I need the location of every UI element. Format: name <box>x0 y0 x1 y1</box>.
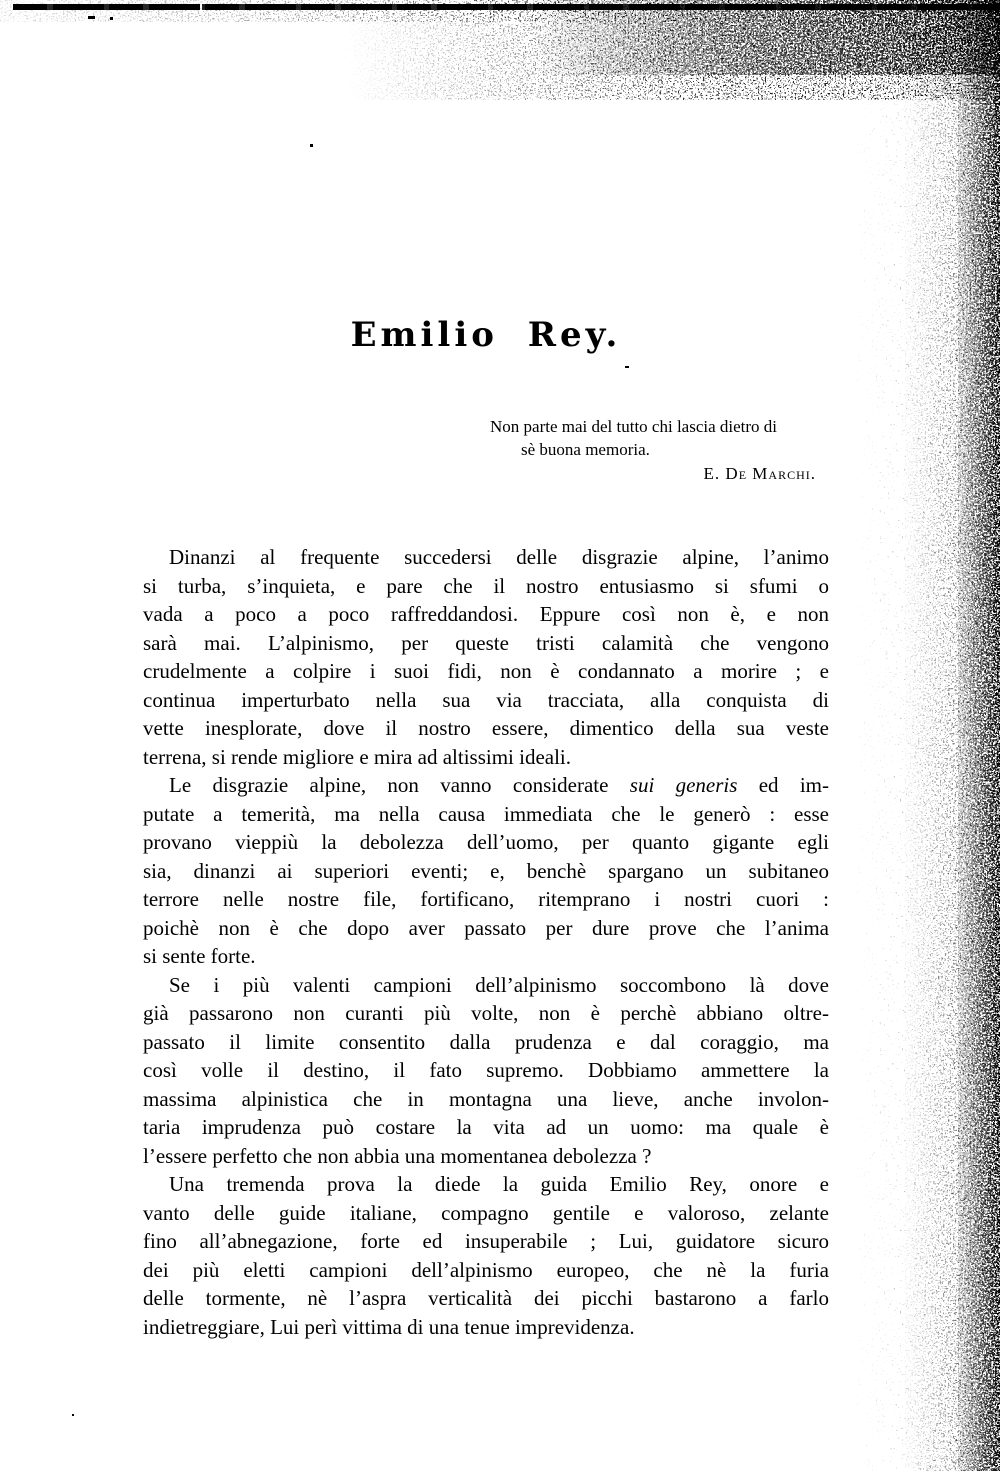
text-segment: dei più eletti campioni dell’alpinismo europeo, che nè la furia <box>143 1257 829 1282</box>
text-segment: poichè non è che dopo aver passato per dure prove che l’anima <box>143 915 829 940</box>
text-segment: delle tormente, nè l’aspra verticalità dei picchi bastarono a farlo <box>143 1286 829 1310</box>
text-line <box>143 771 829 800</box>
text-segment: Dinanzi al frequente succedersi delle disgrazie alpine, l’animo <box>169 545 829 569</box>
paragraph <box>143 971 829 1171</box>
text-segment: si sente forte. <box>143 944 256 968</box>
text-segment: Se i più valenti campioni dell’alpinismo soccombono là dove <box>169 972 829 997</box>
text-line <box>143 1227 829 1256</box>
scan-speck <box>72 1414 74 1416</box>
text-segment: si turba, s’inquieta, e pare che il nostro entusiasmo si sfumi o <box>143 573 829 598</box>
epigraph <box>490 416 830 486</box>
text-segment: fino all’abnegazione, forte ed insuperabile ; Lui, guidatore sicuro <box>143 1229 829 1253</box>
text-line <box>143 857 829 886</box>
text-segment: vanto delle guide italiane, compagno gentile e valoroso, zelante <box>143 1200 829 1225</box>
scan-speck <box>310 144 313 147</box>
text-line <box>143 1199 829 1228</box>
text-line <box>143 1142 829 1171</box>
text-line <box>143 971 829 1000</box>
scan-speck <box>88 16 95 19</box>
text-line <box>143 1170 829 1199</box>
text-segment: crudelmente a colpire i suoi fidi, non è condannato a morire ; e <box>143 659 829 683</box>
text-line <box>143 800 829 829</box>
text-segment: già passarono non curanti più volte, non è perchè abbiano oltre- <box>143 1001 829 1025</box>
text-line <box>143 686 829 715</box>
text-line <box>143 942 829 971</box>
italic-text: sui generis <box>629 773 738 797</box>
scan-speck <box>110 17 113 20</box>
text-segment: passato il limite consentito dalla prudenza e dal coraggio, ma <box>143 1029 829 1054</box>
text-segment: massima alpinistica che in montagna una lieve, anche involon- <box>143 1086 829 1111</box>
text-segment: sarà mai. L’alpinismo, per queste tristi calamità che vengono <box>143 630 829 655</box>
text-line <box>143 629 829 658</box>
text-segment: ed im- <box>737 773 830 797</box>
text-segment: l’essere perfetto che non abbia una momentanea debolezza ? <box>143 1143 652 1168</box>
epigraph-attribution: E. De Marchi. <box>703 464 816 483</box>
text-line <box>143 572 829 601</box>
text-segment: vada a poco a poco raffreddandosi. Eppure così non è, e non <box>143 602 829 626</box>
paragraph <box>143 543 829 771</box>
text-line <box>143 914 829 943</box>
text-segment: continua imperturbato nella sua via tracciata, alla conquista di <box>143 687 829 712</box>
text-line <box>143 657 829 686</box>
text-line <box>143 1113 829 1142</box>
text-line <box>143 600 829 629</box>
epigraph-line: Non parte mai del tutto chi lascia dietro di <box>490 417 778 436</box>
text-line <box>143 1256 829 1285</box>
paragraph <box>143 771 829 971</box>
scan-speck <box>625 366 629 368</box>
paragraph <box>143 1170 829 1341</box>
text-line <box>143 1085 829 1114</box>
text-segment: Una tremenda prova la diede la guida Emilio Rey, onore e <box>169 1172 829 1196</box>
text-segment: terrena, si rende migliore e mira ad altissimi ideali. <box>143 744 572 769</box>
text-line <box>143 1313 829 1342</box>
text-segment: sia, dinanzi ai superiori eventi; e, benchè spargano un subitaneo <box>143 858 829 883</box>
text-line <box>143 999 829 1028</box>
text-line <box>143 543 829 572</box>
text-segment: indietreggiare, Lui perì vittima di una tenue imprevidenza. <box>143 1314 635 1339</box>
text-line <box>143 885 829 914</box>
text-line <box>143 1028 829 1057</box>
scan-noise-right <box>850 0 1000 1471</box>
text-segment: terrore nelle nostre file, fortificano, ritemprano i nostri cuori : <box>143 887 829 911</box>
text-segment: Le disgrazie alpine, non vanno considerate <box>169 773 630 797</box>
text-segment: taria imprudenza può costare la vita ad un uomo: ma quale è <box>143 1115 829 1139</box>
text-line <box>143 714 829 743</box>
text-segment: così volle il destino, il fato supremo. Dobbiamo ammettere la <box>143 1058 829 1082</box>
body-text <box>143 543 829 1341</box>
text-line <box>143 828 829 857</box>
text-segment: provano vieppiù la debolezza dell’uomo, per quanto gigante egli <box>143 830 829 854</box>
epigraph-line: sè buona memoria. <box>521 439 650 459</box>
page-title: Emilio Rey. <box>350 314 622 355</box>
text-line <box>143 743 829 772</box>
text-line <box>143 1284 829 1313</box>
text-segment: vette inesplorate, dove il nostro essere, dimentico della sua veste <box>143 716 829 740</box>
text-segment: putate a temerità, ma nella causa immediata che le generò : esse <box>143 801 829 826</box>
text-line <box>143 1056 829 1085</box>
